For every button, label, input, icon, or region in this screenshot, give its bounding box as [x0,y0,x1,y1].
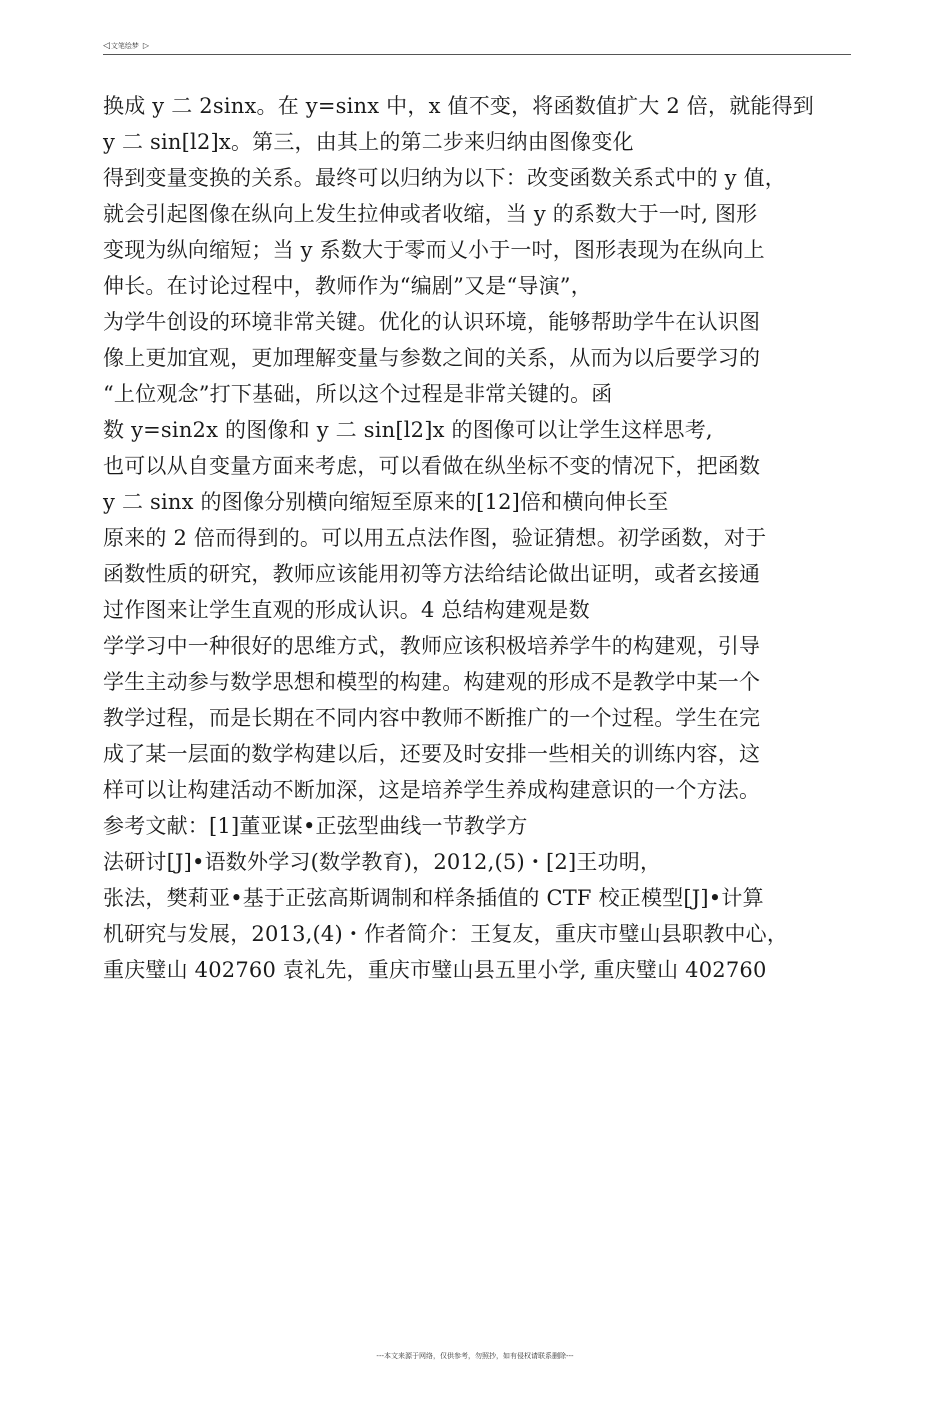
text-line: 过作图来让学生直观的形成认识。4 总结构建观是数 [103,598,590,622]
text-line: 参考文献：[1]董亚谋•正弦型曲线一节教学方 [103,814,528,838]
text-line: 重庆璧山 402760 袁礼先，重庆市璧山县五里小学, 重庆璧山 402760 [103,958,767,982]
text-line: 教学过程，而是长期在不同内容中教师不断推广的一个过程。学生在完 [103,706,761,730]
text-line: 原来的 2 倍而得到的。可以用五点法作图，验证猜想。初学函数，对于 [103,526,767,550]
text-line: 得到变量变换的关系。最终可以归纳为以下：改变函数关系式中的 y 值， [103,166,787,190]
text-line: 学生主动参与数学思想和模型的构建。构建观的形成不是教学中某一个 [103,670,761,694]
text-line: 成了某一层面的数学构建以后，还要及时安排一些相关的训练内容，这 [103,742,761,766]
text-line: 数 y=sin2x 的图像和 y 二 sin[l2]x 的图像可以让学生这样思考, [103,418,713,442]
text-line: 样可以让构建活动不断加深，这是培养学生养成构建意识的一个方法。 [103,778,761,802]
text-line: 就会引起图像在纵向上发生拉伸或者收缩，当 y 的系数大于一吋, 图形 [103,202,758,226]
text-line: 张法，樊莉亚•基于正弦高斯调制和样条插值的 CTF 校正模型[J]•计算 [103,886,764,910]
text-line: y 二 sinx 的图像分别横向缩短至原来的[12]倍和横向伸长至 [103,490,669,514]
footer-disclaimer: ---本文来源于网络，仅供参考，勿照抄，如有侵权请联系删除--- [376,1352,574,1360]
text-line: 变现为纵向缩短；当 y 系数大于零而乂小于一吋，图形表现为在纵向上 [103,238,765,262]
text-line: 机研究与发展，2013,(4)・作者简介：王复友，重庆市璧山县职教中心， [103,922,789,946]
text-line: 像上更加宜观，更加理解变量与参数之间的关系，从而为以后要学习的 [103,346,761,370]
text-line: “上位观念”打下基础，所以这个过程是非常关键的。函 [103,382,613,406]
text-line: 也可以从自变量方面来考虑，可以看做在纵坐标不变的情况下，把函数 [103,454,761,478]
text-line: y 二 sin[l2]x。第三，由其上的第二步来归纳由图像变化 [103,130,634,154]
text-line: 换成 y 二 2sinx。在 y=sinx 中，x 值不变，将函数值扩大 2 倍，就能得到 [103,94,815,118]
header-title: 文笔绘梦 [110,42,139,50]
page-header [103,40,851,55]
text-line: 为学牛创设的环境非常关键。优化的认识环境，能够帮助学牛在认识图 [103,310,761,334]
text-line: 学学习中一种很好的思维方式，教师应该积极培养学牛的构建观，引导 [103,634,761,658]
left-triangle-icon: ◁ [103,41,110,51]
text-line: 法研讨[J]•语数外学习(数学教育)，2012,(5)・[2]王功明， [103,850,662,874]
text-line: 伸长。在讨论过程中，教师作为“编剧”又是“导演”， [103,274,592,298]
right-triangle-icon: ▷ [142,41,150,50]
article-body [103,88,863,988]
text-line: 函数性质的研究，教师应该能用初等方法给结论做出证明，或者玄接通 [103,562,761,586]
